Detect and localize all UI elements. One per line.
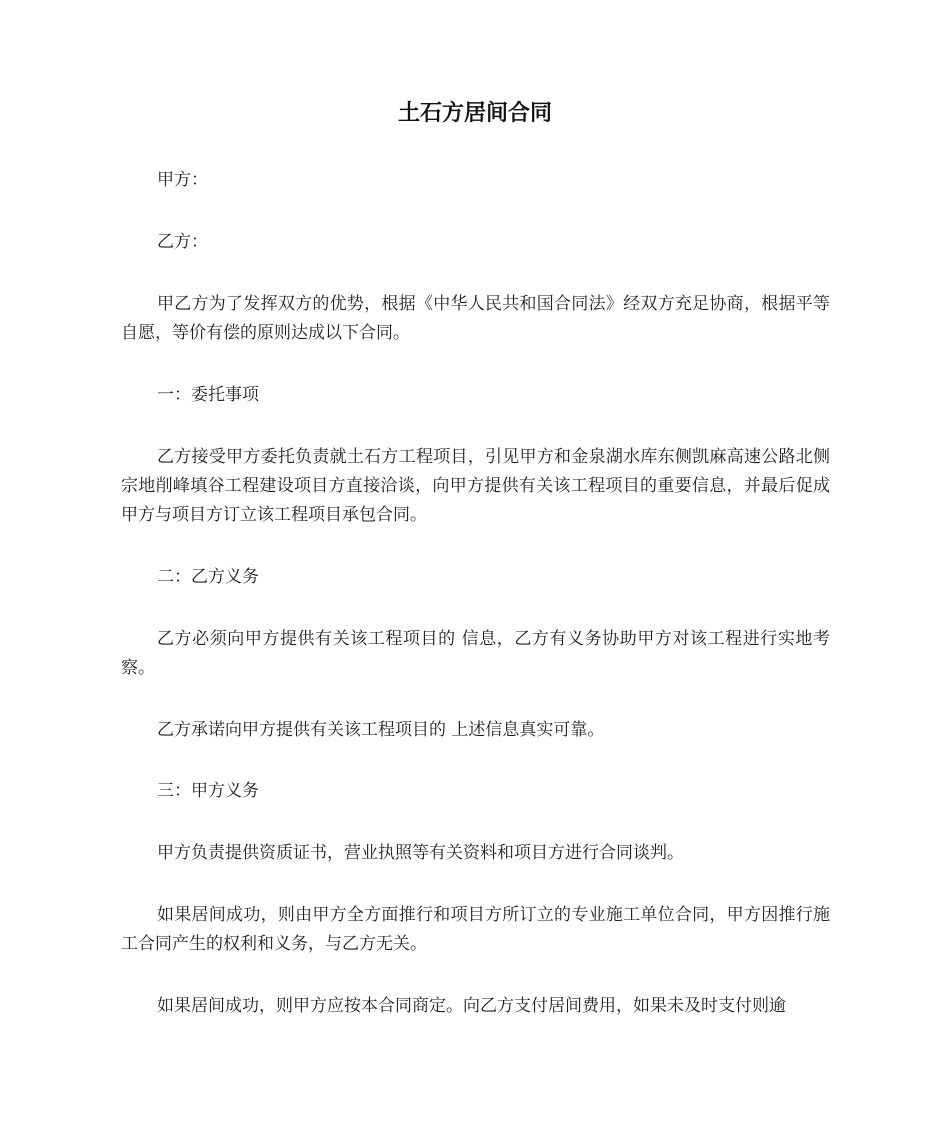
section-1-body: 乙方接受甲方委托负责就土石方工程项目，引见甲方和金泉湖水库东侧凯麻高速公路北侧宗地削峰填谷工程建设项目方直接洽谈，向甲方提供有关该工程项目的重要信息，并最后促成甲方与项目方订立该工程项目承包合同。 <box>121 447 830 525</box>
document-title: 土石方居间合同 <box>397 101 552 126</box>
section-2-heading: 二：乙方义务 <box>157 567 259 587</box>
party-b-label: 乙方： <box>157 232 208 252</box>
section-3-body-2: 如果居间成功，则由甲方全方面推行和项目方所订立的专业施工单位合同，甲方因推行施工合同产生的权利和义务，与乙方无关。 <box>121 905 830 954</box>
section-2-body-1: 乙方必须向甲方提供有关该工程项目的 信息，乙方有义务协助甲方对该工程进行实地考察。 <box>121 629 830 678</box>
section-3-body-1: 甲方负责提供资质证书，营业执照等有关资料和项目方进行合同谈判。 <box>157 843 684 863</box>
section-3-body-3: 如果居间成功，则甲方应按本合同商定。向乙方支付居间费用，如果未及时支付则逾 <box>157 996 786 1016</box>
section-1-heading: 一：委托事项 <box>157 385 259 405</box>
section-2-body-2: 乙方承诺向甲方提供有关该工程项目的 上述信息真实可靠。 <box>157 720 605 740</box>
party-a-label: 甲方： <box>157 170 208 190</box>
intro-paragraph: 甲乙方为了发挥双方的优势，根据《中华人民共和国合同法》经双方充足协商，根据平等自愿，等价有偿的原则达成以下合同。 <box>121 294 830 343</box>
section-3-heading: 三：甲方义务 <box>157 781 259 801</box>
